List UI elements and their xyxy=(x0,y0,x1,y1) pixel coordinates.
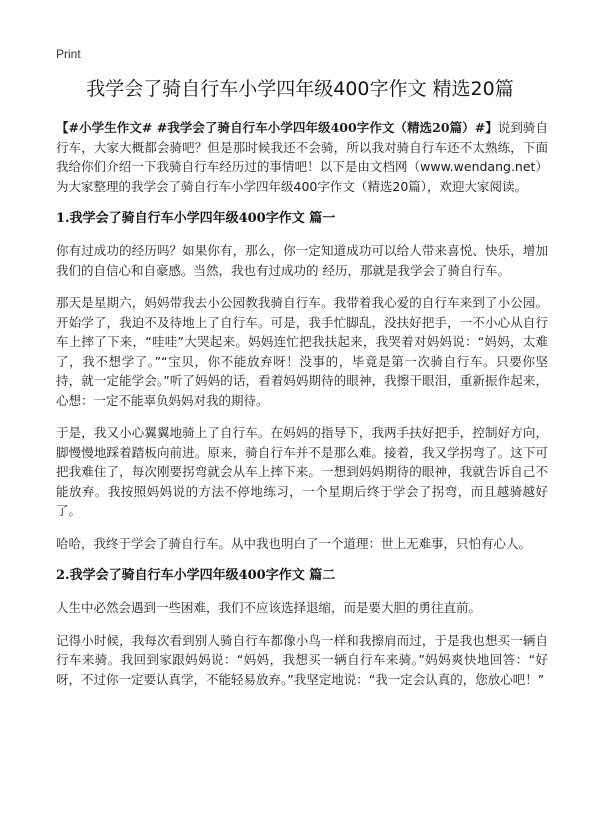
paragraph: 你有过成功的经历吗？如果你有，那么，你一定知道成功可以给人带来喜悦、快乐，增加我们的自信心和自豪感。当然，我也有过成功的 经历，那就是我学会了骑自行车。 xyxy=(56,243,548,278)
document-body xyxy=(56,118,548,702)
intro-paragraph xyxy=(56,118,548,196)
section-heading: 1.我学会了骑自行车小学四年级400字作文 篇一 xyxy=(56,211,336,226)
paragraph: 哈哈，我终于学会了骑自行车。从中我也明白了一个道理：世上无难事，只怕有心人。 xyxy=(56,535,532,551)
paragraph: 记得小时候，我每次看到别人骑自行车都像小鸟一样和我擦肩而过，于是我也想买一辆自行车来骑。我回到家跟妈妈说：“妈妈，我想买一辆自行车来骑。”妈妈爽快地回答：“好呀，不过你一定要认真学，不能轻易放弃。”我坚定地说：“我一定会认真的，您放心吧！” xyxy=(56,632,548,687)
section-heading: 2.我学会了骑自行车小学四年级400字作文 篇二 xyxy=(56,568,336,583)
intro-text: 说到骑自行车，大家大概都会骑吧？但是那时候我还不会骑，所以我对骑自行车还不太熟练，下面我给你们介绍一下我骑自行车经历过的事情吧！以下是由文档网（www.wendang.net）为大家整理的我学会了骑自行车小学四年级400字作文（精选20篇），欢迎大家阅读。 xyxy=(56,120,548,194)
print-label: Print xyxy=(56,47,81,61)
intro-tags: 【#小学生作文# #我学会了骑自行车小学四年级400字作文（精选20篇）#】 xyxy=(56,120,498,135)
page-title: 我学会了骑自行车小学四年级400字作文 精选20篇 xyxy=(86,78,514,100)
paragraph: 于是，我又小心翼翼地骑上了自行车。在妈妈的指导下，我两手扶好把手，控制好方向，脚慢慢地踩着踏板向前进。原来，骑自行车并不是那么难。接着，我又学拐弯了。这下可把我难住了，每次刚要拐弯就会从车上摔下来。一想到妈妈期待的眼神，我就告诉自己不能放弃。我按照妈妈说的方法不停地练习，一个星期后终于学会了拐弯，而且越骑越好了。 xyxy=(56,425,548,518)
paragraph: 那天是星期六，妈妈带我去小公园教我骑自行车。我带着我心爱的自行车来到了小公园。开始学了，我迫不及待地上了自行车。可是，我手忙脚乱，没扶好把手，一不小心从自行车上摔了下来，“哇哇”大哭起来。妈妈连忙把我扶起来，我哭着对妈妈说：“妈妈，太难了，我不想学了。”“宝贝，你不能放弃呀！没事的，毕竟是第一次骑自行车。只要你坚持，就一定能学会。”听了妈妈的话，看着妈妈期待的眼神，我擦干眼泪，重新振作起来，心想：一定不能辜负妈妈对我的期待。 xyxy=(56,295,548,408)
paragraph: 人生中必然会遇到一些困难，我们不应该选择退缩，而是要大胆的勇往直前。 xyxy=(56,600,482,615)
